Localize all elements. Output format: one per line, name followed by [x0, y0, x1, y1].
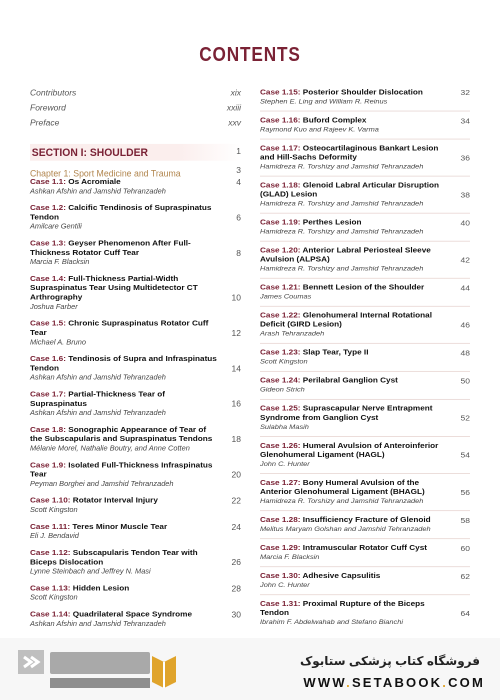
case-authors: Stephen E. Ling and William R. Reinus: [260, 97, 388, 106]
case-number: Case 1.15:: [260, 88, 301, 97]
book-mark-icon: [150, 652, 178, 688]
case-title-line: [260, 376, 448, 385]
case-authors: Hamidreza R. Torshizy and Jamshid Tehranzadeh: [260, 199, 424, 208]
toc-case-entry[interactable]: [30, 355, 241, 383]
toc-case-entry[interactable]: [30, 610, 241, 629]
case-authors: Marcia F. Blacksin: [30, 257, 90, 267]
case-number: Case 1.6:: [30, 354, 66, 363]
case-number: Case 1.14:: [30, 609, 71, 619]
toc-case-entry[interactable]: [260, 404, 470, 437]
toc-case-entry[interactable]: [260, 116, 470, 140]
case-title: Calcific Tendinosis of Supraspinatus Tendon: [30, 203, 212, 222]
case-page: 52: [460, 413, 470, 423]
section-heading[interactable]: [30, 144, 241, 161]
case-authors: Ashkan Afshin and Jamshid Tehranzadeh: [30, 186, 166, 196]
case-authors: Ashkan Afshin and Jamshid Tehranzadeh: [30, 619, 166, 628]
case-title-line: [30, 355, 219, 374]
case-authors: Hamidreza R. Torshizy and Jamshid Tehranzadeh: [260, 264, 424, 273]
case-page: 10: [231, 293, 241, 303]
store-name: فروشگاه کتاب پزشکی ستابوک: [299, 654, 480, 668]
front-matter-preface[interactable]: [30, 118, 241, 133]
case-title-line: [260, 404, 448, 422]
case-authors: Joshua Farber: [30, 302, 78, 311]
setabook-logo-icon: [18, 648, 158, 692]
case-title-line: [260, 572, 448, 581]
front-matter-label: Foreword: [30, 102, 66, 113]
toc-case-entry[interactable]: [260, 218, 470, 242]
case-title-line: [260, 479, 448, 497]
case-page: 32: [460, 88, 470, 98]
case-number: Case 1.22:: [260, 311, 301, 320]
front-matter-page: xix: [230, 88, 241, 98]
case-title: Osteocartilaginous Bankart Lesion and Hill-Sachs Deformity: [260, 144, 439, 162]
case-authors: Arash Tehranzadeh: [260, 329, 325, 338]
case-title-line: [260, 116, 448, 125]
case-title-line: [260, 311, 448, 329]
case-title: Adhesive Capsulitis: [302, 571, 381, 580]
case-authors: Lynne Steinbach and Jeffrey N. Masi: [30, 567, 151, 576]
toc-case-entry[interactable]: [260, 516, 470, 540]
case-title-line: [30, 522, 219, 531]
toc-case-entry[interactable]: [30, 496, 241, 515]
case-authors: John C. Hunter: [260, 459, 310, 468]
left-case-list: [30, 177, 241, 628]
case-title: Humeral Avulsion of Anteroinferior Glenohumeral Ligament (HAGL): [260, 441, 439, 459]
toc-case-entry[interactable]: [260, 600, 470, 632]
toc-case-entry[interactable]: [30, 319, 241, 347]
case-authors: Scott Kingston: [260, 357, 308, 366]
front-matter-page: xxiii: [226, 102, 241, 113]
case-title-line: [260, 441, 448, 459]
case-title-line: [30, 204, 219, 223]
url-name: SETABOOK: [351, 675, 443, 690]
url-dot: .: [442, 675, 449, 690]
case-number: Case 1.3:: [30, 238, 66, 248]
case-title: Tendinosis of Supra and Infraspinatus Tendon: [30, 354, 217, 373]
case-title-line: [260, 246, 448, 264]
toc-case-entry[interactable]: [30, 274, 241, 311]
case-title: Glenohumeral Internal Rotational Deficit (GIRD Lesion): [260, 311, 432, 329]
case-authors: Michael A. Bruno: [30, 337, 87, 347]
case-page: 58: [460, 515, 470, 525]
case-authors: Amilcare Gentili: [30, 222, 82, 231]
front-matter-label: Preface: [30, 117, 60, 128]
toc-case-entry[interactable]: [30, 239, 241, 267]
case-authors: John C. Hunter: [260, 580, 310, 589]
case-authors: Ashkan Afshin and Jamshid Tehranzadeh: [30, 373, 166, 382]
case-number: Case 1.26:: [260, 441, 301, 450]
case-title-line: [30, 425, 219, 444]
case-authors: Scott Kingston: [30, 593, 78, 602]
toc-case-entry[interactable]: [30, 522, 241, 541]
case-title: Chronic Supraspinatus Rotator Cuff Tear: [30, 319, 209, 337]
case-number: Case 1.1:: [30, 177, 66, 186]
case-title-line: [30, 274, 219, 302]
case-page: 12: [231, 328, 241, 338]
case-title-line: [260, 88, 448, 97]
case-page: 22: [231, 496, 241, 506]
toc-case-entry[interactable]: [260, 348, 470, 372]
toc-case-entry[interactable]: [260, 144, 470, 177]
case-authors: Peyman Borghei and Jamshid Tehranzadeh: [30, 479, 174, 488]
toc-case-entry[interactable]: [260, 572, 470, 596]
case-title: Hidden Lesion: [72, 583, 130, 593]
case-authors: Ibrahim F. Abdelwahab and Stefano Bianchi: [260, 617, 403, 626]
case-title-line: [30, 584, 219, 593]
case-title: Teres Minor Muscle Tear: [72, 522, 168, 531]
case-number: Case 1.17:: [260, 144, 301, 153]
case-page: 34: [460, 116, 470, 126]
case-page: 26: [231, 557, 241, 568]
toc-left-column: [30, 88, 241, 636]
case-title-line: [260, 283, 448, 292]
case-number: Case 1.29:: [260, 543, 301, 552]
case-title-line: [30, 177, 219, 186]
case-number: Case 1.23:: [260, 348, 301, 357]
case-page: 28: [231, 583, 241, 594]
case-authors: Hamidreza R. Torshizy and Jamshid Tehranzadeh: [260, 496, 424, 505]
case-title: Buford Complex: [302, 116, 367, 125]
case-title: Intramuscular Rotator Cuff Cyst: [302, 543, 427, 552]
case-title-line: [30, 239, 219, 258]
page-title: CONTENTS: [199, 44, 301, 66]
case-title-line: [30, 610, 219, 619]
case-title: Subscapularis Tendon Tear with Biceps Dislocation: [30, 548, 198, 567]
case-number: Case 1.2:: [30, 203, 66, 212]
case-authors: Raymond Kuo and Rajeev K. Varma: [260, 125, 379, 134]
case-number: Case 1.12:: [30, 548, 71, 557]
toc-case-entry[interactable]: [260, 311, 470, 344]
toc-case-entry[interactable]: [30, 461, 241, 489]
case-title-line: [260, 181, 448, 199]
case-title: Rotator Interval Injury: [72, 496, 158, 505]
case-title: Isolated Full-Thickness Infraspinatus Tear: [30, 460, 213, 479]
toc-case-entry[interactable]: [260, 246, 470, 279]
case-number: Case 1.9:: [30, 460, 66, 470]
case-title: Quadrilateral Space Syndrome: [72, 609, 193, 619]
case-authors: Melitus Maryam Golshan and Jamshid Tehranzadeh: [260, 524, 431, 533]
url-tld: COM: [448, 675, 485, 690]
case-title: Anterior Labral Periosteal Sleeve Avulsion (ALPSA): [260, 246, 431, 264]
case-page: 4: [236, 177, 241, 187]
case-page: 14: [231, 363, 241, 374]
toc-case-entry[interactable]: [260, 88, 470, 112]
case-page: 60: [460, 543, 470, 553]
front-matter-foreword[interactable]: [30, 103, 241, 118]
case-title: Insufficiency Fracture of Glenoid: [302, 515, 431, 524]
case-title-line: [30, 548, 219, 567]
toc-case-entry[interactable]: [260, 441, 470, 474]
case-number: Case 1.20:: [260, 246, 301, 255]
section-page: 1: [236, 146, 241, 157]
case-page: 50: [460, 376, 470, 386]
front-matter-page: xxv: [228, 117, 241, 128]
case-authors: Eli J. Bendavid: [30, 531, 79, 541]
case-page: 16: [231, 399, 241, 409]
case-title-line: [260, 516, 448, 525]
case-number: Case 1.11:: [30, 522, 71, 531]
toc-case-entry[interactable]: [30, 204, 241, 232]
case-number: Case 1.10:: [30, 496, 71, 505]
case-authors: Scott Kingston: [30, 505, 78, 514]
case-authors: Hamidreza R. Torshizy and Jamshid Tehranzadeh: [260, 227, 424, 236]
case-number: Case 1.25:: [260, 404, 301, 413]
case-title-line: [260, 348, 448, 357]
case-number: Case 1.18:: [260, 181, 301, 190]
case-page: 6: [236, 212, 241, 223]
case-title-line: [30, 319, 219, 338]
chapter-heading[interactable]: [30, 164, 241, 180]
case-page: 64: [460, 608, 470, 618]
case-title: Perthes Lesion: [302, 218, 362, 227]
case-authors: James Coumas: [260, 292, 312, 301]
case-page: 48: [460, 348, 470, 358]
case-number: Case 1.13:: [30, 583, 71, 593]
case-page: 46: [460, 320, 470, 330]
case-authors: Sulabha Masih: [260, 422, 309, 431]
case-number: Case 1.19:: [260, 218, 301, 227]
case-number: Case 1.5:: [30, 319, 66, 328]
case-title-line: [260, 218, 448, 227]
toc-case-entry[interactable]: [260, 544, 470, 568]
chapter-title: Chapter 1: Sport Medicine and Trauma: [30, 169, 181, 180]
case-title: Proximal Rupture of the Biceps Tendon: [260, 599, 425, 617]
case-number: Case 1.24:: [260, 376, 301, 385]
case-page: 62: [460, 571, 470, 581]
front-matter-label: Contributors: [30, 88, 77, 98]
case-title: Full-Thickness Partial-Width Supraspinatus Tear Using Multidetector CT Arthrography: [30, 274, 198, 302]
case-number: Case 1.28:: [260, 515, 301, 524]
case-title: Suprascapular Nerve Entrapment Syndrome from Ganglion Cyst: [260, 404, 433, 422]
case-title: Partial-Thickness Tear of Supraspinatus: [30, 389, 166, 408]
case-page: 8: [236, 248, 241, 258]
case-page: 56: [460, 487, 470, 497]
toc-case-entry[interactable]: [30, 425, 241, 453]
toc-case-entry[interactable]: [30, 548, 241, 576]
case-page: 44: [460, 283, 470, 293]
case-title-line: [260, 544, 448, 553]
case-title: Os Acromiale: [68, 177, 121, 186]
front-matter-contributors[interactable]: [30, 88, 241, 103]
toc-case-entry[interactable]: [30, 390, 241, 418]
case-number: Case 1.7:: [30, 389, 66, 399]
case-page: 38: [460, 190, 470, 200]
store-url[interactable]: [245, 675, 485, 690]
case-title-line: [260, 144, 448, 162]
case-page: 18: [231, 434, 241, 445]
case-authors: Marcia F. Blacksin: [260, 552, 320, 561]
url-dot: .: [346, 675, 352, 690]
case-authors: Gideon Strich: [260, 385, 305, 394]
toc-case-entry[interactable]: [260, 376, 470, 400]
case-page: 36: [460, 153, 470, 163]
toc-case-entry[interactable]: [260, 181, 470, 214]
case-title-line: [30, 390, 219, 409]
case-title-line: [260, 600, 448, 618]
case-number: Case 1.4:: [30, 274, 66, 283]
case-title-line: [30, 461, 219, 480]
case-number: Case 1.30:: [260, 571, 301, 580]
case-number: Case 1.8:: [30, 425, 66, 434]
case-title: Geyser Phenomenon After Full-Thickness Rotator Cuff Tear: [30, 238, 191, 257]
case-authors: Hamidreza R. Torshizy and Jamshid Tehranzadeh: [260, 162, 424, 171]
case-authors: Ashkan Afshin and Jamshid Tehranzadeh: [30, 408, 166, 417]
case-page: 42: [460, 255, 470, 265]
toc-case-entry[interactable]: [30, 177, 241, 196]
case-page: 24: [231, 522, 241, 532]
case-number: Case 1.16:: [260, 116, 301, 125]
right-case-list: [260, 88, 470, 636]
case-title: Posterior Shoulder Dislocation: [302, 88, 423, 97]
case-page: 54: [460, 450, 470, 460]
case-number: Case 1.21:: [260, 283, 301, 292]
case-title: Perilabral Ganglion Cyst: [302, 376, 398, 385]
case-title-line: [30, 496, 219, 505]
case-number: Case 1.27:: [260, 478, 301, 487]
url-prefix: WWW: [303, 675, 347, 690]
section-title: SECTION I: SHOULDER: [31, 147, 148, 159]
toc-case-entry[interactable]: [260, 283, 470, 307]
toc-case-entry[interactable]: [260, 479, 470, 512]
case-page: 40: [460, 218, 470, 228]
case-title: Sonographic Appearance of Tear of the Subscapularis and Supraspinatus Tendons: [30, 425, 213, 444]
case-title: Bennett Lesion of the Shoulder: [302, 283, 425, 292]
case-title: Slap Tear, Type II: [302, 348, 369, 357]
case-page: 30: [231, 609, 241, 620]
case-title: Glenoid Labral Articular Disruption (GLAD) Lesion: [260, 181, 439, 199]
chapter-page: 3: [236, 165, 241, 175]
toc-case-entry[interactable]: [30, 584, 241, 603]
case-number: Case 1.31:: [260, 599, 301, 608]
case-authors: Mélanie Morel, Nathalie Boutry, and Anne Cotten: [30, 444, 190, 453]
case-page: 20: [231, 470, 241, 480]
case-title: Bony Humeral Avulsion of the Anterior Glenohumeral Ligament (BHAGL): [260, 478, 425, 496]
